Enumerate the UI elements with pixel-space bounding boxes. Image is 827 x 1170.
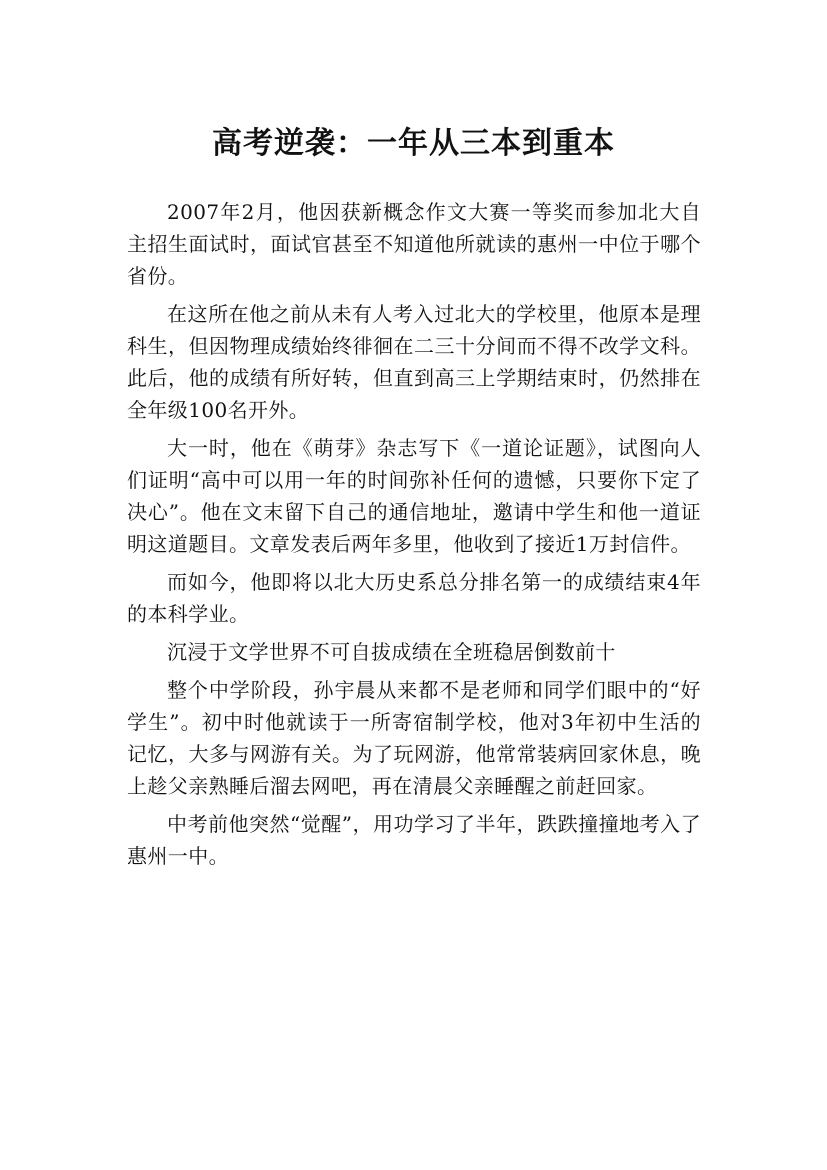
- paragraph: 2007年2月，他因获新概念作文大赛一等奖而参加北大自主招生面试时，面试官甚至不知道他所就读的惠州一中位于哪个省份。: [127, 200, 701, 288]
- section-heading: 沉浸于文学世界不可自拔成绩在全班稳居倒数前十: [167, 640, 616, 664]
- document-body: [127, 196, 701, 878]
- paragraph: 而如今，他即将以北大历史系总分排名第一的成绩结束4年的本科学业。: [127, 570, 701, 626]
- paragraph: 整个中学阶段，孙宇晨从来都不是老师和同学们眼中的“好学生”。初中时他就读于一所寄宿制学校，他对3年初中生活的记忆，大多与网游有关。为了玩网游，他常常装病回家休息，晚上趁父亲熟睡后溜去网吧，再在清晨父亲睡醒之前赶回家。: [127, 678, 701, 798]
- paragraph: 大一时，他在《萌芽》杂志写下《一道论证题》，试图向人们证明“高中可以用一年的时间弥补任何的遗憾，只要你下定了决心”。他在文末留下自己的通信地址，邀请中学生和他一道证明这道题目。文章发表后两年多里，他收到了接近1万封信件。: [127, 436, 701, 556]
- paragraph: 在这所在他之前从未有人考入过北大的学校里，他原本是理科生，但因物理成绩始终徘徊在二三十分间而不得不改学文科。此后，他的成绩有所好转，但直到高三上学期结束时，仍然排在全年级100名开外。: [127, 302, 701, 422]
- paragraph: 中考前他突然“觉醒”，用功学习了半年，跌跌撞撞地考入了惠州一中。: [127, 812, 701, 868]
- document-title: 高考逆袭：一年从三本到重本: [212, 126, 615, 162]
